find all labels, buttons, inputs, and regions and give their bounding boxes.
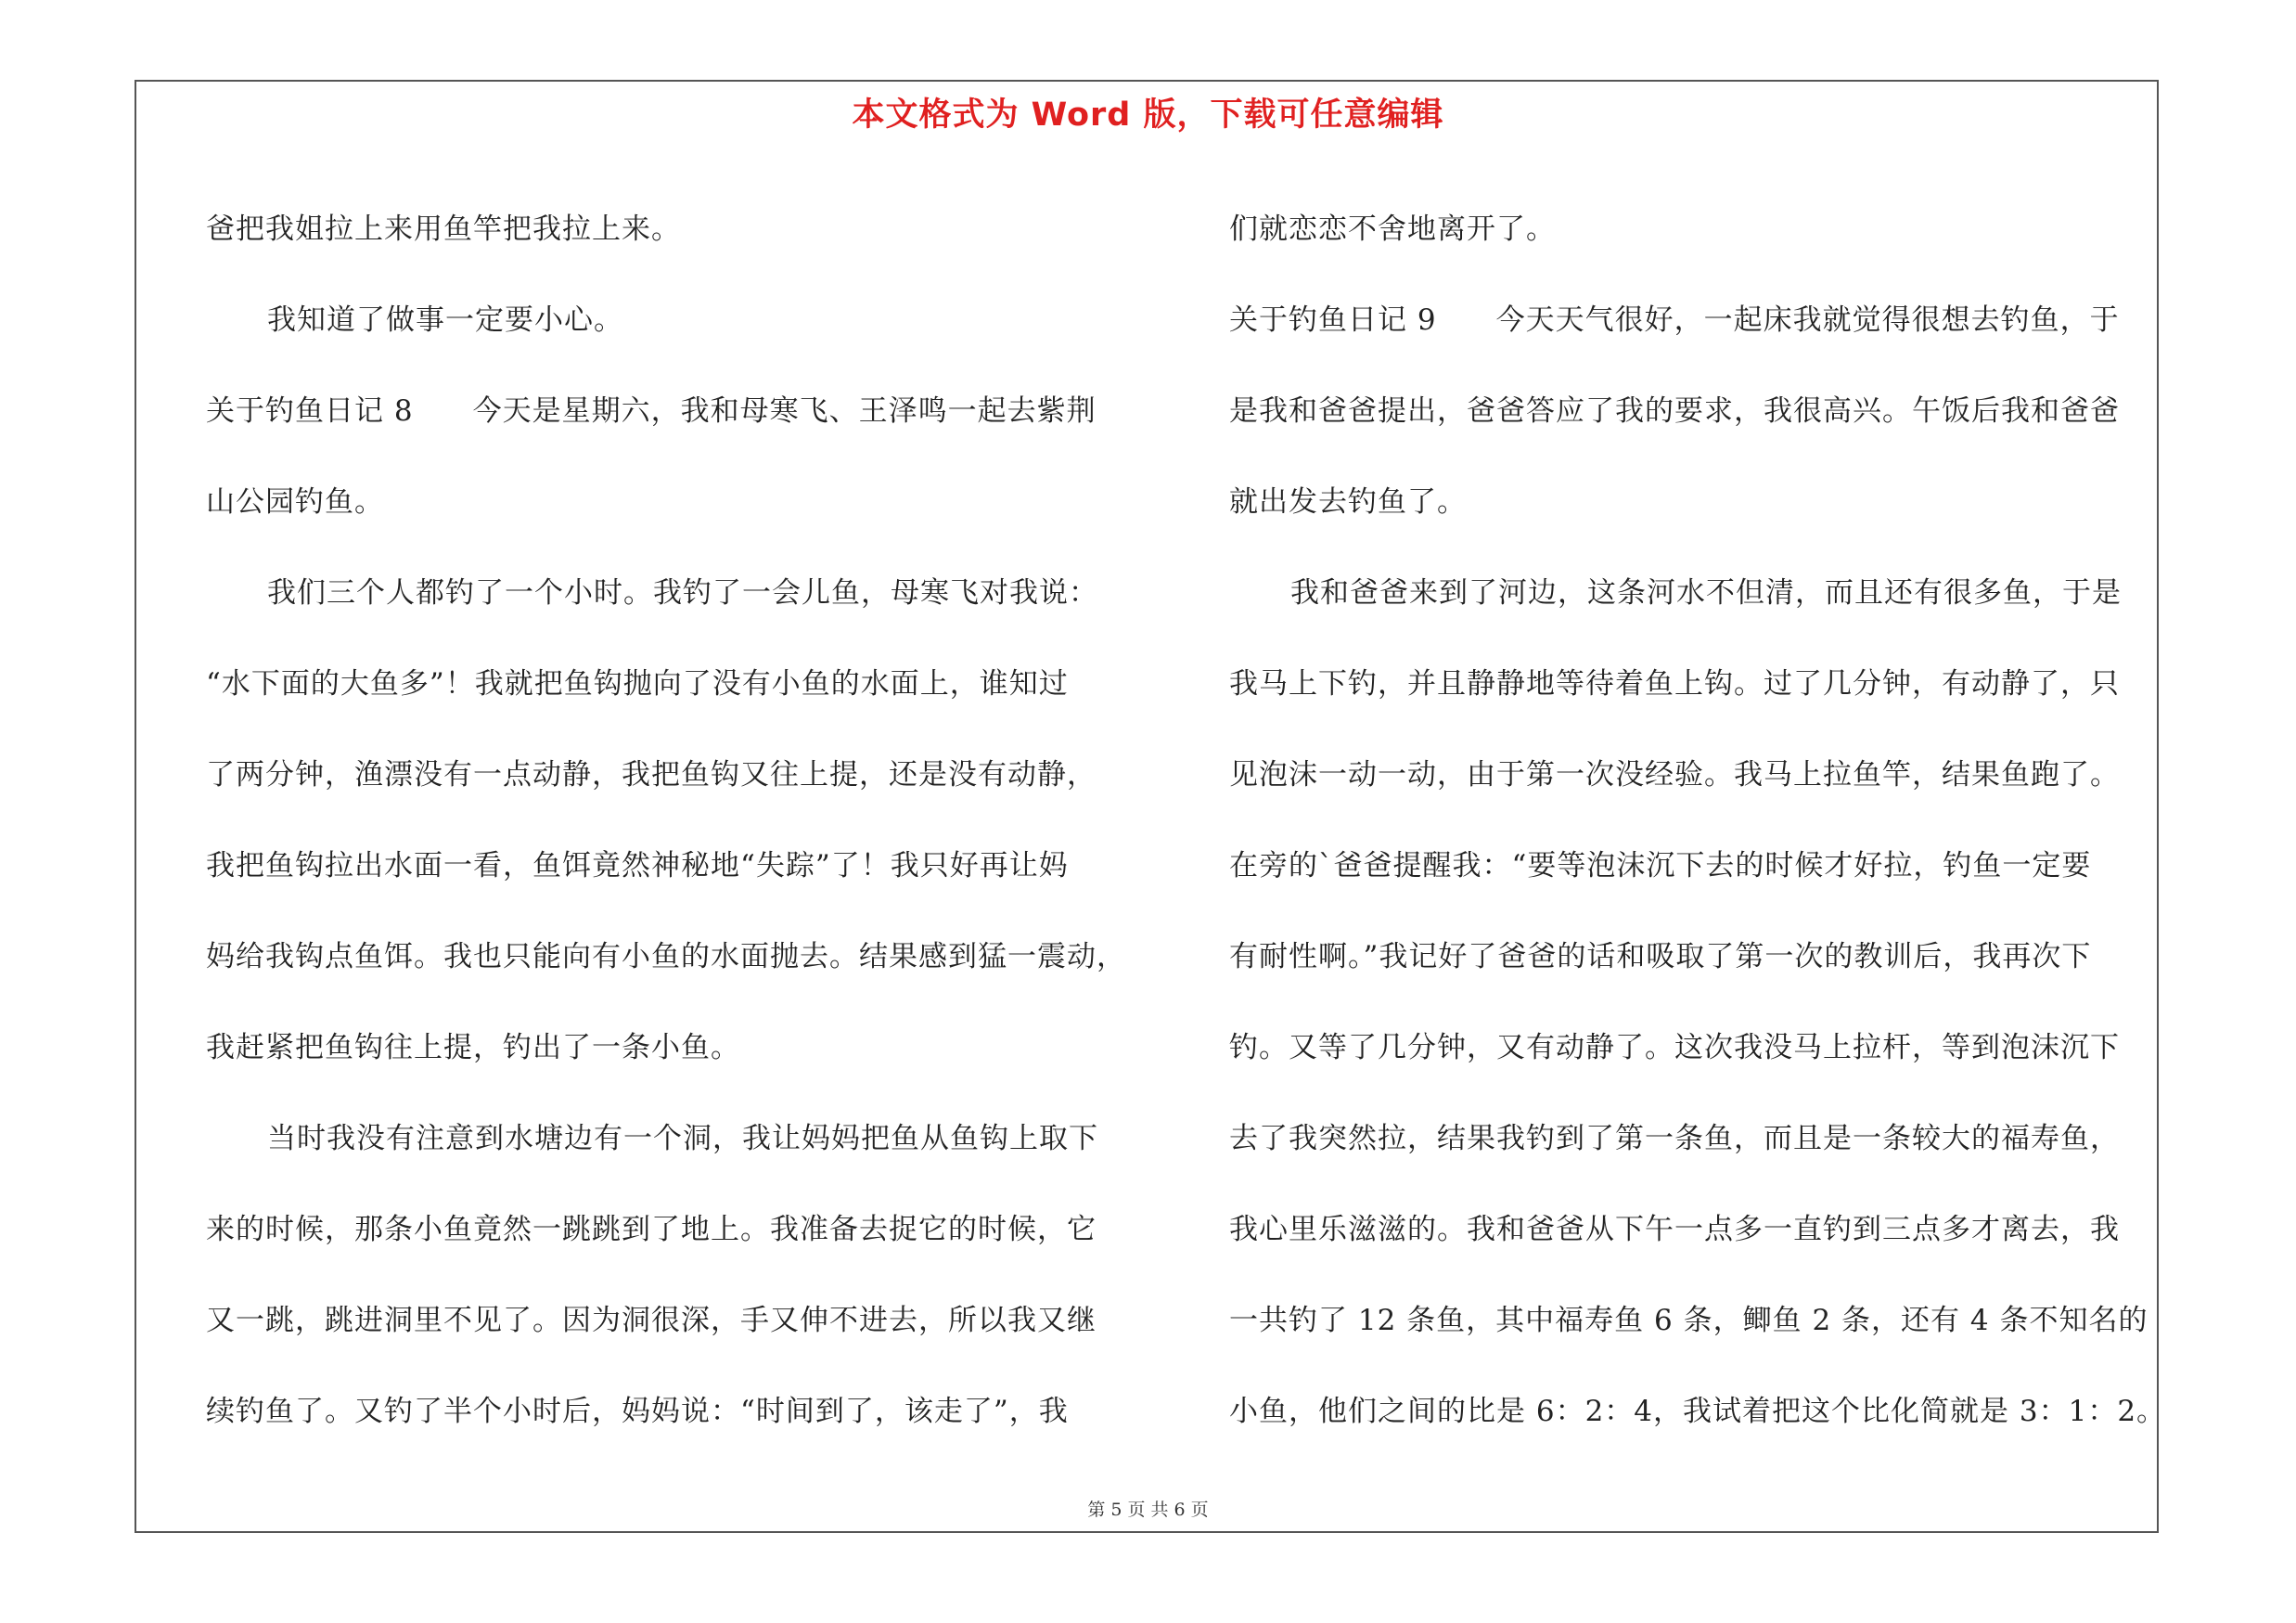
right-line-1: 们就恋恋不舍地离开了。 (1229, 213, 1556, 246)
left-line-2: 我知道了做事一定要小心。 (267, 303, 623, 337)
left-line-9: 妈给我钩点鱼饵。我也只能向有小鱼的水面抛去。结果感到猛一震动， (206, 940, 1126, 973)
left-line-1: 爸把我姐拉上来用鱼竿把我拉上来。 (206, 213, 681, 246)
right-column (1229, 184, 2167, 1457)
right-line-7: 见泡沫一动一动，由于第一次没经验。我马上拉鱼竿，结果鱼跑了。 (1229, 758, 2120, 792)
right-line-8: 在旁的`爸爸提醒我：“要等泡沫沉下去的时候才好拉，钓鱼一定要 (1229, 849, 2092, 882)
left-line-8: 我把鱼钩拉出水面一看，鱼饵竟然神秘地“失踪”了！我只好再让妈 (206, 849, 1069, 882)
right-line-10: 钓。又等了几分钟，又有动静了。这次我没马上拉杆，等到泡沫沉下 (1229, 1031, 2120, 1064)
right-line-11: 去了我突然拉，结果我钓到了第一条鱼，而且是一条较大的福寿鱼， (1229, 1122, 2120, 1155)
left-line-7: 了两分钟，渔漂没有一点动静，我把鱼钩又往上提，还是没有动静， (206, 758, 1097, 792)
right-line-2: 关于钓鱼日记 9 今天天气很好，一起床我就觉得很想去钓鱼，于 (1229, 303, 2120, 337)
header-banner: 本文格式为 Word 版，下载可任意编辑 (852, 97, 1444, 134)
right-line-13: 一共钓了 12 条鱼，其中福寿鱼 6 条，鲫鱼 2 条，还有 4 条不知名的 (1229, 1304, 2148, 1337)
left-line-11: 当时我没有注意到水塘边有一个洞，我让妈妈把鱼从鱼钩上取下 (267, 1122, 1098, 1155)
left-line-4: 山公园钓鱼。 (206, 485, 384, 519)
right-line-9: 有耐性啊。”我记好了爸爸的话和吸取了第一次的教训后，我再次下 (1229, 940, 2092, 973)
right-line-14: 小鱼，他们之间的比是 6：2：4，我试着把这个比化简就是 3：1：2。 (1229, 1395, 2167, 1428)
left-line-3: 关于钓鱼日记 8 今天是星期六，我和母寒飞、王泽鸣一起去紫荆 (206, 394, 1097, 428)
right-line-6: 我马上下钓，并且静静地等待着鱼上钩。过了几分钟，有动静了，只 (1229, 667, 2120, 701)
page-number: 第 5 页 共 6 页 (1087, 1500, 1209, 1520)
right-line-3: 是我和爸爸提出，爸爸答应了我的要求，我很高兴。午饭后我和爸爸 (1229, 394, 2120, 428)
left-line-12: 来的时候，那条小鱼竟然一跳跳到了地上。我准备去捉它的时候，它 (206, 1213, 1097, 1246)
left-column (206, 184, 1134, 1457)
left-line-14: 续钓鱼了。又钓了半个小时后，妈妈说：“时间到了，该走了”，我 (206, 1395, 1069, 1428)
right-line-4: 就出发去钓鱼了。 (1229, 485, 1467, 519)
left-line-6: “水下面的大鱼多”！我就把鱼钩抛向了没有小鱼的水面上，谁知过 (206, 667, 1069, 701)
right-line-5: 我和爸爸来到了河边，这条河水不但清，而且还有很多鱼，于是 (1290, 576, 2122, 610)
right-line-12: 我心里乐滋滋的。我和爸爸从下午一点多一直钓到三点多才离去，我 (1229, 1213, 2120, 1246)
left-line-10: 我赶紧把鱼钩往上提，钓出了一条小鱼。 (206, 1031, 740, 1064)
left-line-13: 又一跳，跳进洞里不见了。因为洞很深，手又伸不进去，所以我又继 (206, 1304, 1097, 1337)
left-line-5: 我们三个人都钓了一个小时。我钓了一会儿鱼，母寒飞对我说： (267, 576, 1098, 610)
